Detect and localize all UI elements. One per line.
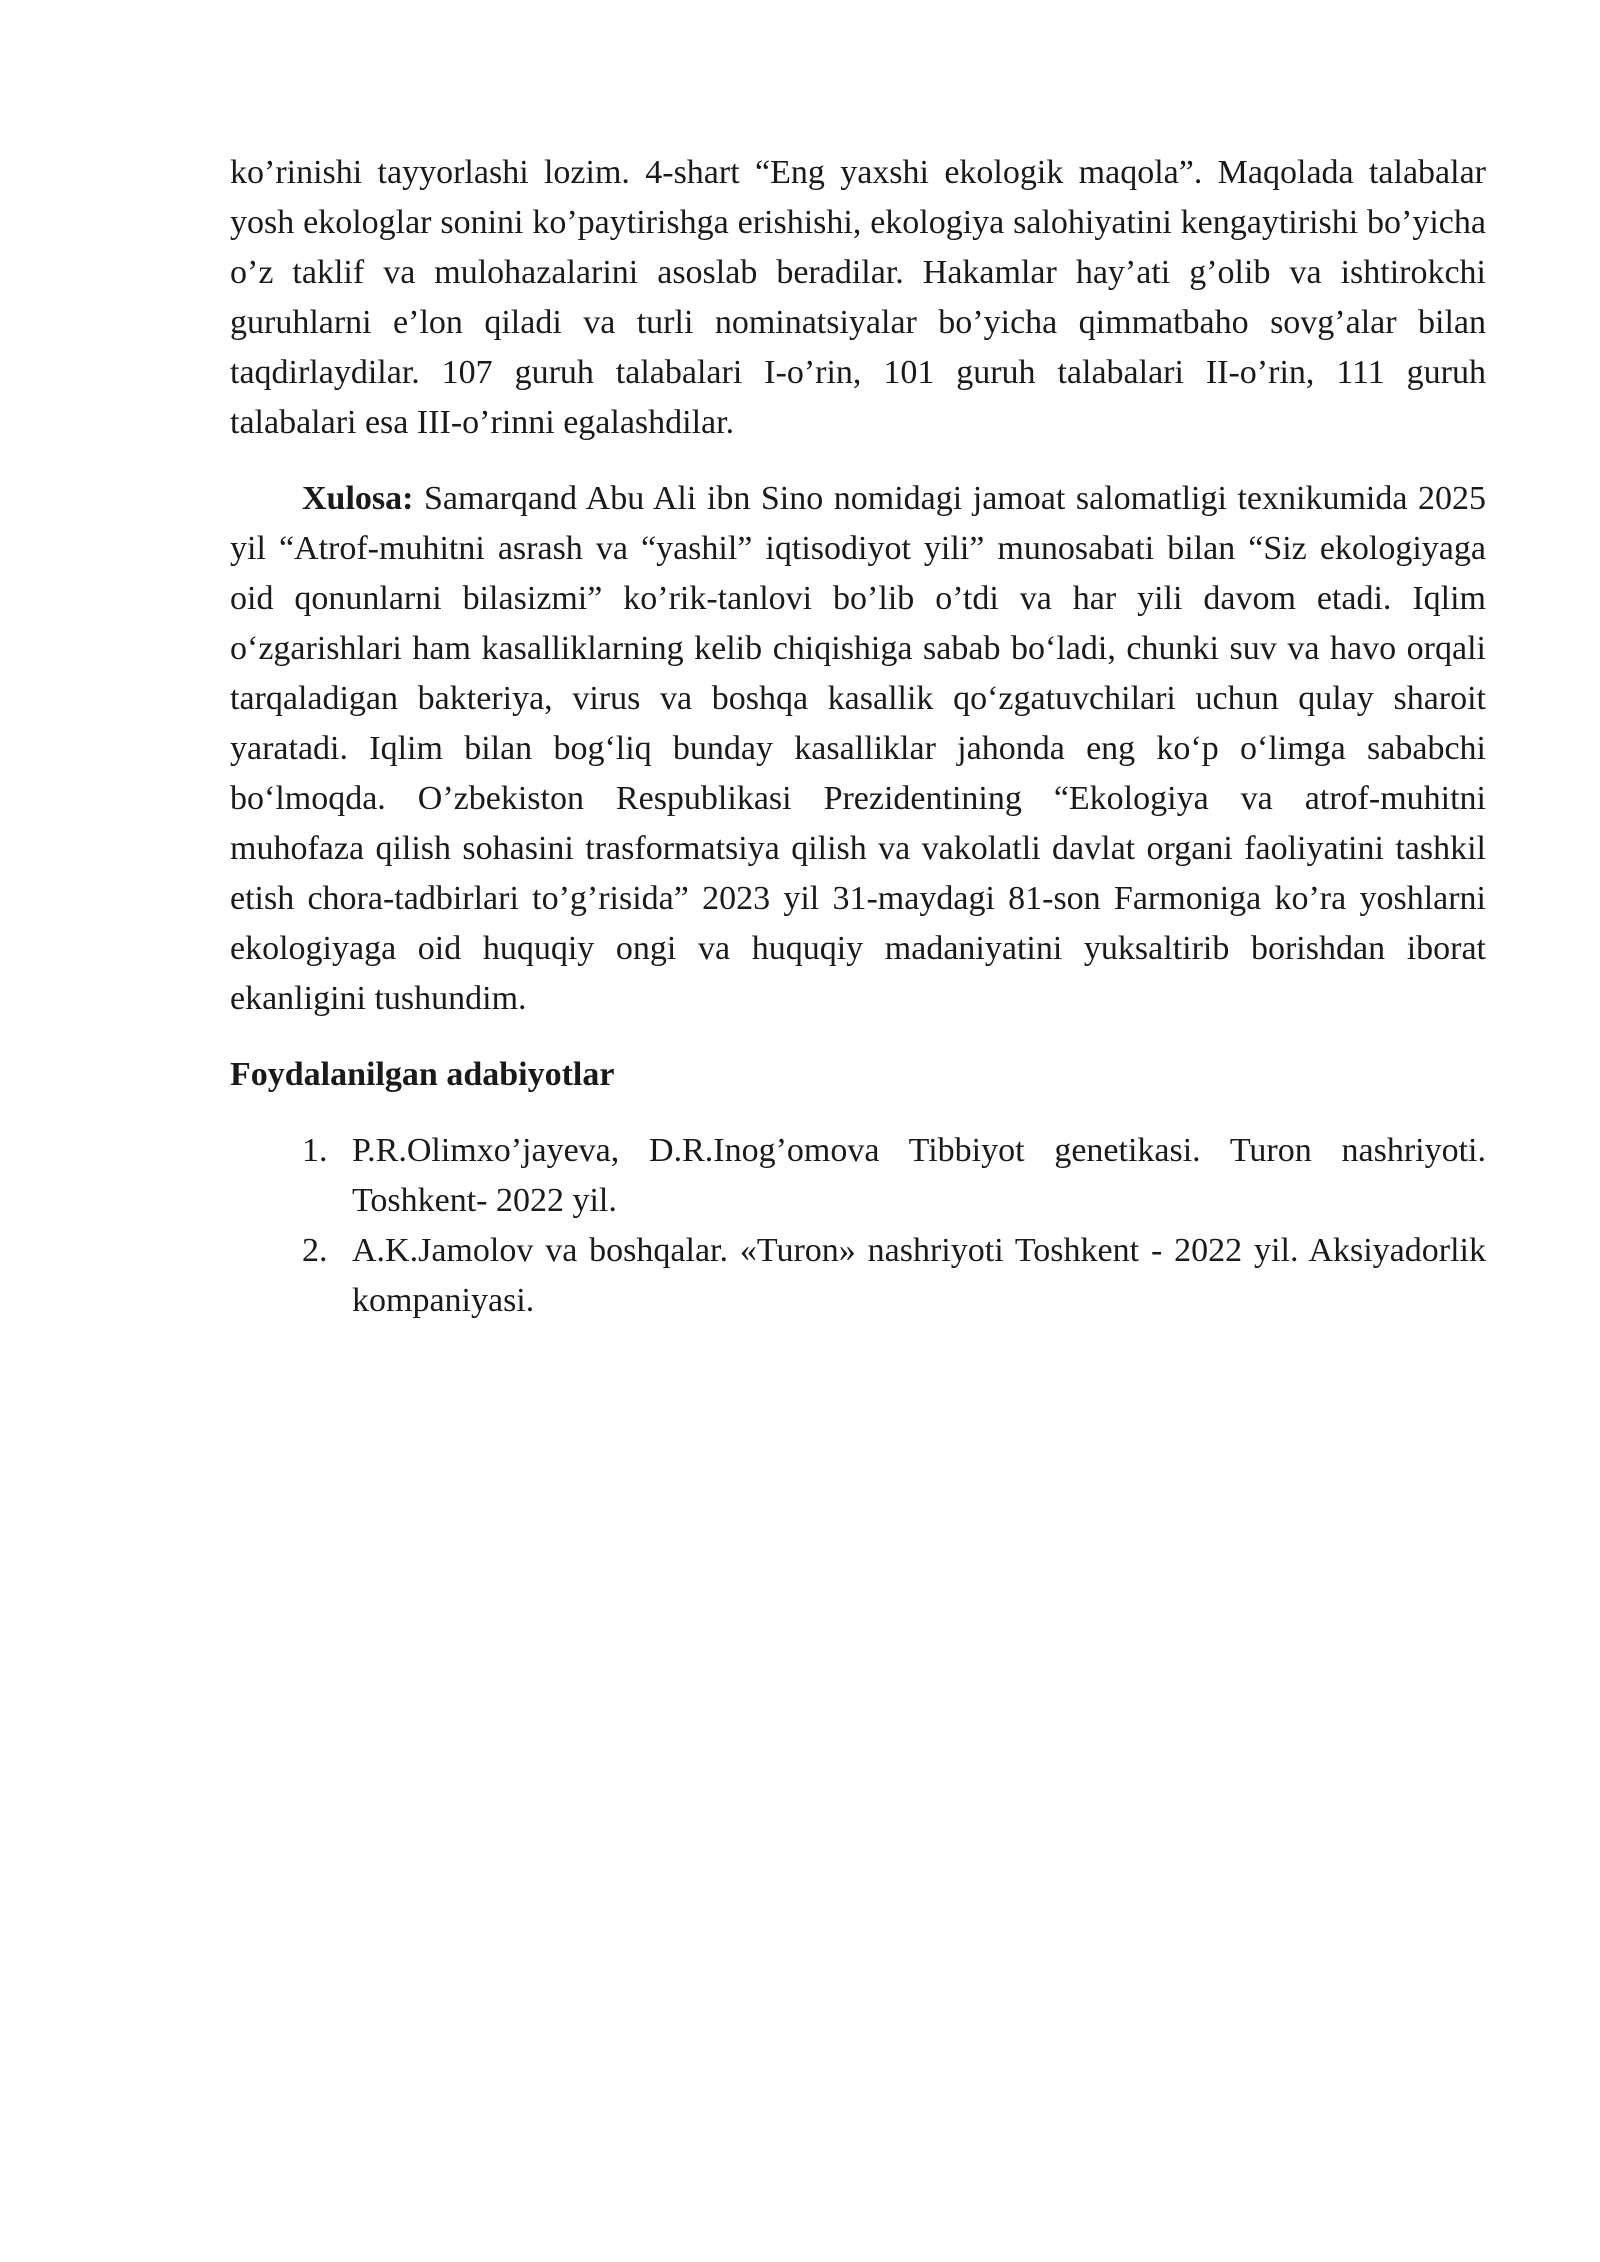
reference-number: 2.: [302, 1232, 328, 1269]
reference-text: A.K.Jamolov va boshqalar. «Turon» nashriyoti Toshkent - 2022 yil. Aksiyadorlik kompaniyasi.: [352, 1232, 1486, 1319]
references-heading: Foydalanilgan adabiyotlar: [230, 1056, 615, 1093]
reference-text: P.R.Olimxo’jayeva, D.R.Inog’omova Tibbiyot genetikasi. Turon nashriyoti. Toshkent- 2022 yil.: [352, 1132, 1486, 1219]
reference-item: [230, 1126, 1486, 1226]
document-body: [230, 148, 1486, 1326]
conclusion-text: Samarqand Abu Ali ibn Sino nomidagi jamoat salomatligi texnikumida 2025 yil “Atrof-muhitni asrash va “yashil” iqtisodiyot yili” munosabati bilan “Siz ekologiyaga oid qonunlarni bilasizmi” ko’rik-tanlovi bo’lib o’tdi va har yili davom etadi. Iqlim o‘zgarishlari ham kasalliklarning kelib chiqishiga sabab bo‘ladi, chunki suv va havo orqali tarqaladigan bakteriya, virus va boshqa kasallik qo‘zgatuvchilari uchun qulay sharoit yaratadi. Iqlim bilan bog‘liq bunday kasalliklar jahonda eng ko‘p o‘limga sababchi bo‘lmoqda. O’zbekiston Respublikasi Prezidentining “Ekologiya va atrof-muhitni muhofaza qilish sohasini trasformatsiya qilish va vakolatli davlat organi faoliyatini tashkil etish chora-tadbirlari to’g’risida” 2023 yil 31-maydagi 81-son Farmoniga ko’ra yoshlarni ekologiyaga oid huquqiy ongi va huquqiy madaniyatini yuksaltirib borishdan iborat ekanligini tushundim.: [230, 480, 1486, 1017]
body-paragraph-1: ko’rinishi tayyorlashi lozim. 4-shart “Eng yaxshi ekologik maqola”. Maqolada talabalar yosh ekologlar sonini ko’paytirishga erishishi, ekologiya salohiyatini kengaytirishi bo’yicha o’z taklif va mulohazalarini asoslab beradilar. Hakamlar hay’ati g’olib va ishtirokchi guruhlarni e’lon qiladi va turli nominatsiyalar bo’yicha qimmatbaho sovg’alar bilan taqdirlaydilar. 107 guruh talabalari I-o’rin, 101 guruh talabalari II-o’rin, 111 guruh talabalari esa III-o’rinni egalashdilar.: [230, 154, 1486, 441]
conclusion-label: Xulosa:: [302, 480, 414, 517]
reference-number: 1.: [302, 1132, 328, 1169]
conclusion-paragraph: [230, 474, 1486, 1024]
references-list: [230, 1126, 1486, 1326]
reference-item: [230, 1226, 1486, 1326]
